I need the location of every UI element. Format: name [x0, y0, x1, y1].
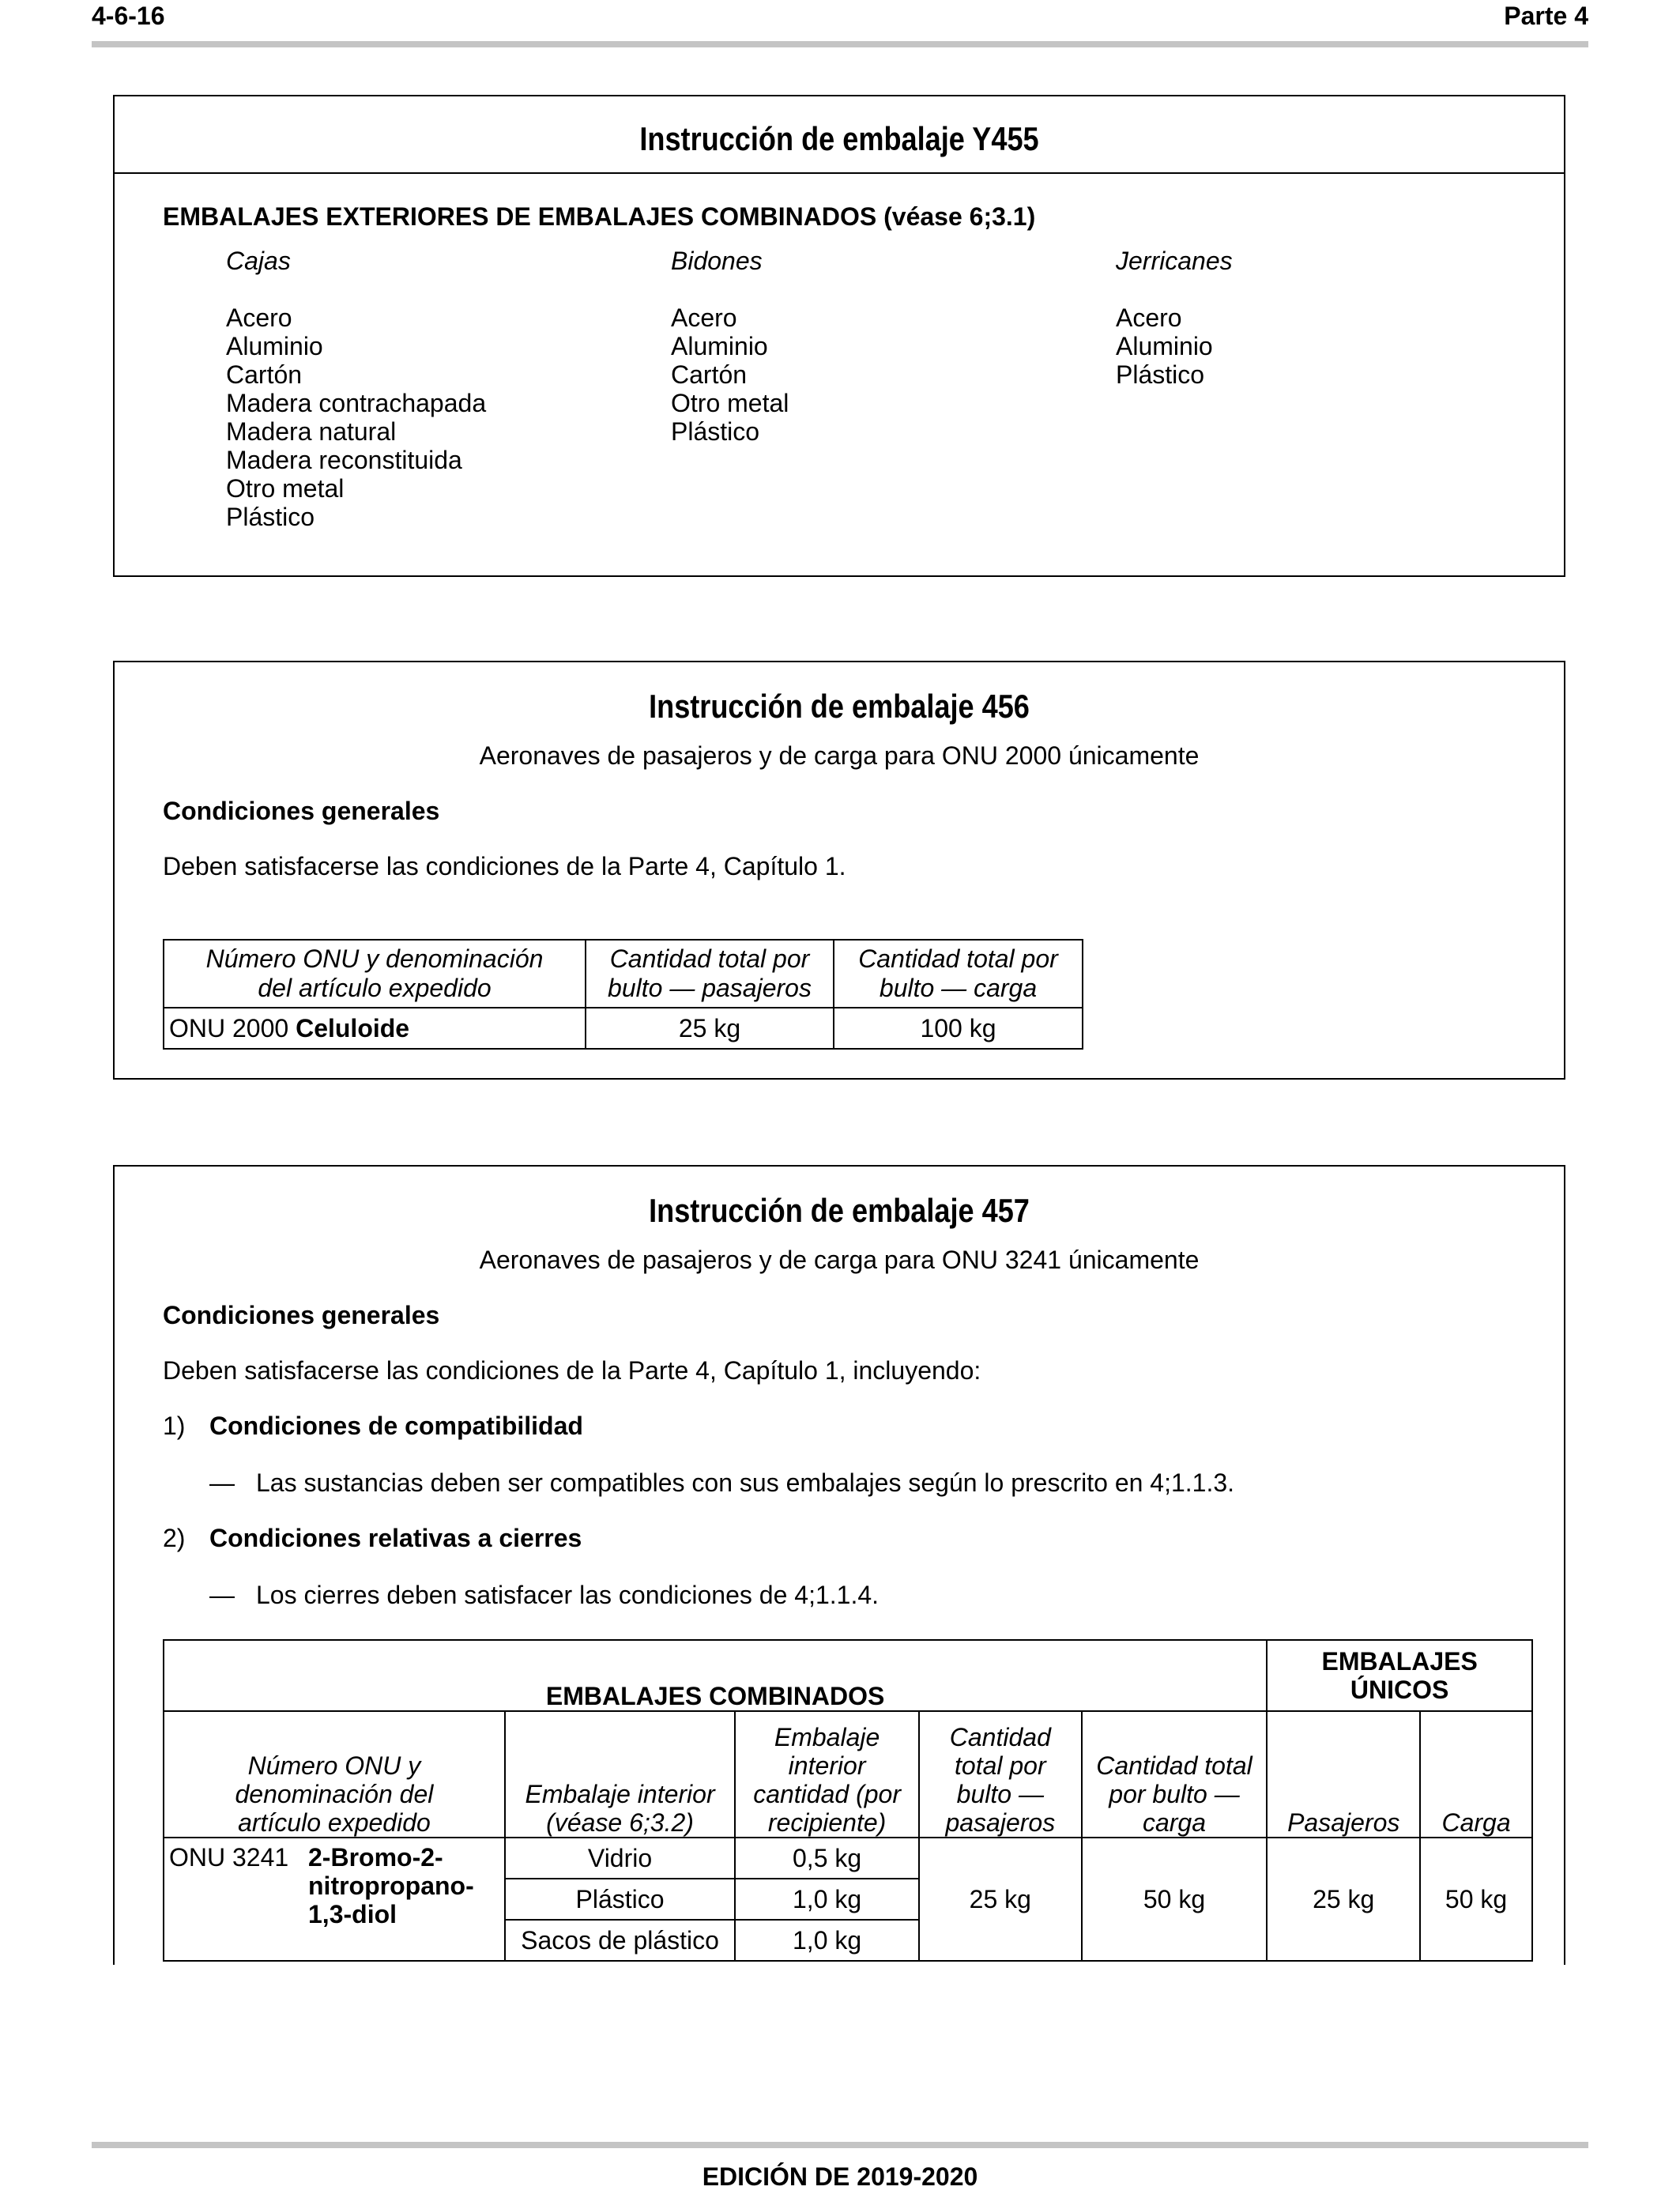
- header-line: bulto —: [956, 1780, 1044, 1808]
- table-header: [735, 1711, 919, 1838]
- table-cell: 25 kg: [1267, 1838, 1420, 1961]
- y455-title: Instrucción de embalaje Y455: [639, 120, 1039, 157]
- page-number: 4-6-16: [92, 2, 165, 30]
- header-line: (véase 6;3.2): [546, 1808, 694, 1837]
- header-line: bulto — carga: [879, 974, 1038, 1002]
- edition-label: EDICIÓN DE 2019-2020: [702, 2162, 978, 2191]
- header-line: Número ONU y: [247, 1751, 421, 1780]
- list-item: Acero: [226, 303, 292, 332]
- list-item: Otro metal: [671, 389, 789, 417]
- table-header: Pasajeros: [1267, 1711, 1420, 1838]
- combined-packaging-header: EMBALAJES COMBINADOS: [164, 1640, 1267, 1711]
- p456-subtitle: Aeronaves de pasajeros y de carga para ONU 2000 únicamente: [479, 741, 1200, 770]
- list-item: Madera natural: [226, 417, 397, 446]
- table-header: [586, 940, 834, 1008]
- un-number: ONU 3241: [169, 1843, 289, 1872]
- table-cell: Sacos de plástico: [505, 1920, 735, 1961]
- list-item: Aluminio: [1116, 332, 1213, 360]
- packing-instruction-457: [113, 1165, 1565, 1965]
- p457-general-heading: Condiciones generales: [163, 1301, 440, 1329]
- table-cell: 1,0 kg: [735, 1920, 919, 1961]
- header-line: por bulto —: [1109, 1780, 1240, 1808]
- item1-number: 1): [163, 1412, 186, 1440]
- item1-dash: —: [209, 1468, 235, 1497]
- footer-rule: [92, 2142, 1588, 2148]
- packing-instruction-456: [113, 661, 1565, 1080]
- article-name: Celuloide: [296, 1013, 410, 1042]
- y455-column-cajas: [226, 247, 486, 531]
- header-line: denominación del: [235, 1780, 434, 1808]
- list-item: Aluminio: [671, 332, 768, 360]
- header-line: Cantidad total: [1096, 1751, 1252, 1780]
- header-line: EMBALAJES: [1321, 1647, 1478, 1676]
- y455-column-jerricanes: [1116, 247, 1233, 389]
- list-item: Plástico: [226, 503, 315, 531]
- header-line: del artículo expedido: [258, 974, 492, 1002]
- list-item: Madera contrachapada: [226, 389, 487, 417]
- table-header: Carga: [1420, 1711, 1532, 1838]
- table-cell: 0,5 kg: [735, 1838, 919, 1879]
- table-header: [919, 1711, 1082, 1838]
- table-cell: Vidrio: [505, 1838, 735, 1879]
- list-item: Otro metal: [226, 474, 345, 503]
- table-cell: Plástico: [505, 1879, 735, 1920]
- table-header: [505, 1711, 735, 1838]
- item2-number: 2): [163, 1524, 186, 1552]
- header-line: carga: [1142, 1808, 1207, 1837]
- item2-heading: Condiciones relativas a cierres: [209, 1524, 582, 1552]
- header-line: Embalaje: [774, 1723, 880, 1751]
- part-label: Parte 4: [1504, 2, 1588, 30]
- column-heading: Bidones: [671, 247, 763, 275]
- list-item: Acero: [1116, 303, 1182, 332]
- y455-column-bidones: [671, 247, 789, 446]
- list-item: Acero: [671, 303, 737, 332]
- p457-subtitle: Aeronaves de pasajeros y de carga para ONU 3241 únicamente: [479, 1246, 1200, 1274]
- table-header: [834, 940, 1083, 1008]
- table-cell: 50 kg: [1082, 1838, 1268, 1961]
- item2-dash: —: [209, 1581, 235, 1609]
- article-name: [308, 1843, 474, 1928]
- list-item: Aluminio: [226, 332, 323, 360]
- un-number: ONU 2000: [169, 1013, 289, 1042]
- header-line: artículo expedido: [238, 1808, 431, 1837]
- header-line: ÚNICOS: [1350, 1676, 1449, 1704]
- header-line: pasajeros: [945, 1808, 1056, 1837]
- table-header: [164, 940, 586, 1008]
- table-row: [164, 1838, 1532, 1879]
- header-line: Cantidad total por: [609, 944, 810, 973]
- table-row: [164, 1008, 1083, 1049]
- table-header: [164, 1711, 505, 1838]
- header-line: Número ONU y denominación: [205, 944, 544, 973]
- y455-section-heading: EMBALAJES EXTERIORES DE EMBALAJES COMBINADOS (véase 6;3.1): [163, 202, 1036, 231]
- item2-text: Los cierres deben satisfacer las condiciones de 4;1.1.4.: [256, 1581, 880, 1609]
- p456-general-text: Deben satisfacerse las condiciones de la Parte 4, Capítulo 1.: [163, 852, 846, 880]
- list-item: Plástico: [671, 417, 760, 446]
- item1-text: Las sustancias deben ser compatibles con sus embalajes según lo prescrito en 4;1.1.3.: [256, 1468, 1235, 1497]
- table-cell: 50 kg: [1420, 1838, 1532, 1961]
- list-item: Plástico: [1116, 360, 1205, 389]
- column-heading: Jerricanes: [1116, 247, 1233, 275]
- single-packaging-header: [1267, 1640, 1532, 1711]
- table-cell: 100 kg: [834, 1008, 1083, 1049]
- p457-general-text: Deben satisfacerse las condiciones de la Parte 4, Capítulo 1, incluyendo:: [163, 1356, 981, 1385]
- packing-instruction-y455: [113, 95, 1565, 577]
- table-cell: [164, 1838, 505, 1961]
- table-cell: 25 kg: [919, 1838, 1082, 1961]
- p457-title: Instrucción de embalaje 457: [649, 1192, 1030, 1229]
- item1-heading: Condiciones de compatibilidad: [209, 1412, 583, 1440]
- list-item: Cartón: [671, 360, 748, 389]
- name-line: 1,3-diol: [308, 1900, 397, 1928]
- list-item: Madera reconstituida: [226, 446, 462, 474]
- header-line: Cantidad total por: [858, 944, 1058, 973]
- table-header: [1082, 1711, 1268, 1838]
- table-cell: [164, 1008, 586, 1049]
- list-item: Cartón: [226, 360, 303, 389]
- column-heading: Cajas: [226, 247, 291, 275]
- header-line: Cantidad: [949, 1723, 1051, 1751]
- p456-general-heading: Condiciones generales: [163, 797, 440, 825]
- name-line: 2-Bromo-2-: [308, 1843, 443, 1872]
- p457-table: [163, 1639, 1533, 1962]
- name-line: nitropropano-: [308, 1872, 474, 1900]
- table-cell: 1,0 kg: [735, 1879, 919, 1920]
- header-line: interior: [788, 1751, 866, 1780]
- p456-title: Instrucción de embalaje 456: [649, 688, 1030, 725]
- header-line: bulto — pasajeros: [608, 974, 812, 1002]
- header-line: recipiente): [767, 1808, 887, 1837]
- y455-title-divider: [115, 172, 1564, 174]
- header-line: Embalaje interior: [525, 1780, 715, 1808]
- p456-table: [163, 939, 1083, 1050]
- header-rule: [92, 41, 1588, 47]
- header-line: total por: [955, 1751, 1046, 1780]
- header-line: cantidad (por: [753, 1780, 901, 1808]
- table-cell: 25 kg: [586, 1008, 834, 1049]
